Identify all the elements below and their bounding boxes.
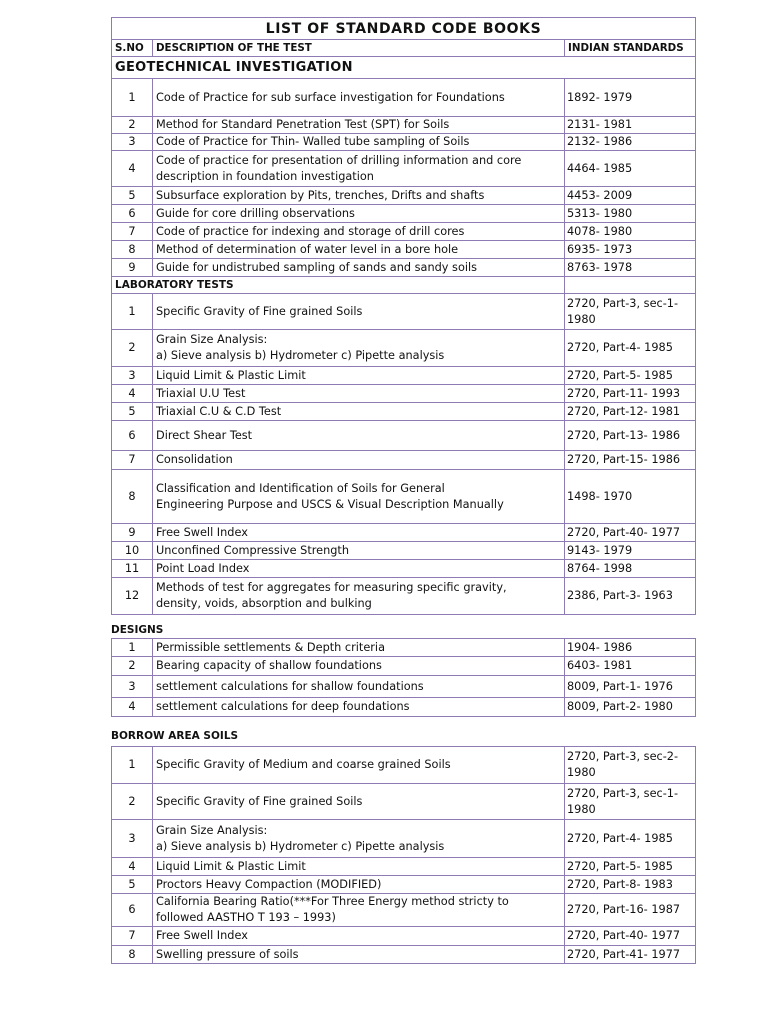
test-description-line: density, voids, absorption and bulking [156,597,372,610]
indian-standard-cell [565,385,696,403]
test-description-line: Swelling pressure of soils [156,947,299,961]
test-description-line: Unconfined Compressive Strength [156,543,350,557]
table-row [112,330,696,367]
test-description-line: Grain Size Analysis: [156,333,268,346]
test-description-cell [153,927,565,946]
laboratory-rows [112,294,696,615]
serial-number-cell: 4 [112,385,153,403]
test-description-cell [153,223,565,241]
column-header-description: DESCRIPTION OF THE TEST [153,40,565,57]
table-row [112,187,696,205]
indian-standard-cell [565,421,696,451]
indian-standard-cell [565,560,696,578]
indian-standard-cell [565,367,696,385]
indian-standard-line: 2720, Part-40- 1977 [567,525,681,539]
table-row [112,784,696,820]
test-description-cell [153,876,565,894]
table-row [112,858,696,876]
test-description-line: Code of Practice for Thin- Walled tube sampling of Soils [156,135,470,148]
serial-number-cell: 8 [112,946,153,964]
test-description-cell [153,79,565,117]
test-description-line: Guide for core drilling observations [156,206,355,220]
test-description-cell [153,560,565,578]
indian-standard-line: 2131- 1981 [567,118,633,131]
test-description-line: settlement calculations for deep foundations [156,700,410,713]
table-row [112,421,696,451]
indian-standard-cell [565,259,696,277]
indian-standard-line: 2720, Part-5- 1985 [567,368,673,382]
indian-standard-line: 1892- 1979 [567,90,633,104]
test-description-line: Classification and Identification of Soils for General [156,481,445,495]
indian-standard-line: 2720, Part-5- 1985 [567,859,673,873]
test-description-line: Direct Shear Test [156,428,253,442]
table-row [112,470,696,524]
indian-standard-cell [565,205,696,223]
serial-number-cell: 2 [112,657,153,676]
section-title-borrow: BORROW AREA SOILS [111,730,239,742]
table-row [112,134,696,151]
serial-number-cell: 9 [112,524,153,542]
indian-standard-line: 6403- 1981 [567,659,633,672]
indian-standard-line: 2132- 1986 [567,135,633,148]
indian-standard-cell [565,639,696,657]
indian-standard-line: 2720, Part-4- 1985 [567,831,673,845]
indian-standard-cell [565,820,696,858]
indian-standard-cell [565,858,696,876]
indian-standard-cell [565,451,696,470]
test-description-cell [153,187,565,205]
indian-standard-line: 2720, Part-16- 1987 [567,903,681,916]
test-description-line: Code of practice for indexing and storage of drill cores [156,224,465,238]
serial-number-cell: 1 [112,747,153,784]
serial-number-cell: 6 [112,421,153,451]
indian-standard-line: 1980 [567,802,596,816]
geotechnical-rows [112,79,696,277]
serial-number-cell: 6 [112,894,153,927]
section-title-geotechnical: GEOTECHNICAL INVESTIGATION [112,57,696,79]
test-description-cell [153,205,565,223]
indian-standard-cell [565,657,696,676]
table-row [112,79,696,117]
test-description-line: Specific Gravity of Fine grained Soils [156,304,363,318]
indian-standard-line: 2720, Part-3, sec-1- [567,786,679,800]
table-row [112,927,696,946]
table-row [112,117,696,134]
test-description-cell [153,421,565,451]
table-row [112,747,696,784]
indian-standard-cell [565,894,696,927]
test-description-line: Code of Practice for sub surface investigation for Foundations [156,90,505,104]
serial-number-cell: 3 [112,820,153,858]
indian-standard-cell [565,876,696,894]
test-description-line: Permissible settlements & Depth criteria [156,640,385,654]
table-row [112,657,696,676]
test-description-cell [153,451,565,470]
table-row [112,524,696,542]
test-description-line: Triaxial C.U & C.D Test [156,404,282,418]
serial-number-cell: 5 [112,403,153,421]
test-description-cell [153,894,565,927]
serial-number-cell: 4 [112,858,153,876]
table-row [112,403,696,421]
section-title-designs: DESIGNS [111,624,164,636]
table-row [112,259,696,277]
test-description-cell [153,117,565,134]
table-row [112,385,696,403]
indian-standard-line: 2720, Part-3, sec-2- [567,750,679,763]
indian-standard-line: 1498- 1970 [567,489,633,503]
table-row [112,542,696,560]
indian-standard-line: 4078- 1980 [567,224,633,238]
table-row [112,451,696,470]
test-description-line: California Bearing Ratio(***For Three Energy method stricty to [156,895,509,908]
column-header-sno: S.NO [112,40,153,57]
code-books-table-borrow [111,746,696,964]
serial-number-cell: 12 [112,578,153,615]
serial-number-cell: 11 [112,560,153,578]
test-description-line: Method for Standard Penetration Test (SPT) for Soils [156,118,450,131]
designs-rows [112,639,696,717]
indian-standard-line: 1980 [567,766,596,779]
serial-number-cell: 4 [112,151,153,187]
code-books-table-designs [111,638,696,717]
test-description-cell [153,134,565,151]
table-row [112,676,696,698]
test-description-line: Point Load Index [156,561,250,575]
indian-standard-line: 2720, Part-40- 1977 [567,929,681,942]
serial-number-cell: 2 [112,117,153,134]
indian-standard-cell [565,241,696,259]
test-description-cell [153,367,565,385]
indian-standard-line: 2720, Part-11- 1993 [567,386,681,400]
table-row [112,367,696,385]
test-description-cell [153,524,565,542]
test-description-cell [153,639,565,657]
indian-standard-line: 4464- 1985 [567,161,633,175]
table-row [112,151,696,187]
test-description-line: Liquid Limit & Plastic Limit [156,859,306,873]
indian-standard-line: 4453- 2009 [567,188,633,202]
serial-number-cell: 3 [112,367,153,385]
serial-number-cell: 6 [112,205,153,223]
indian-standard-cell [565,784,696,820]
indian-standard-cell [565,524,696,542]
test-description-cell [153,470,565,524]
test-description-cell [153,747,565,784]
test-description-line: Bearing capacity of shallow foundations [156,659,382,672]
column-header-standards: INDIAN STANDARDS [565,40,696,57]
serial-number-cell: 7 [112,223,153,241]
code-books-table-main [111,17,696,615]
test-description-line: settlement calculations for shallow foundations [156,679,424,693]
serial-number-cell: 10 [112,542,153,560]
table-row [112,639,696,657]
serial-number-cell: 1 [112,639,153,657]
test-description-line: a) Sieve analysis b) Hydrometer c) Pipette analysis [156,349,445,362]
table-row [112,820,696,858]
serial-number-cell: 9 [112,259,153,277]
indian-standard-cell [565,698,696,717]
indian-standard-line: 2386, Part-3- 1963 [567,589,673,602]
test-description-line: Grain Size Analysis: [156,823,268,837]
indian-standard-line: 2720, Part-3, sec-1- [567,296,679,310]
test-description-cell [153,698,565,717]
test-description-line: followed AASTHO T 193 – 1993) [156,911,336,924]
table-row [112,876,696,894]
test-description-cell [153,784,565,820]
indian-standard-cell [565,946,696,964]
table-row [112,294,696,330]
indian-standard-line: 8764- 1998 [567,561,633,575]
serial-number-cell: 3 [112,676,153,698]
test-description-line: Specific Gravity of Medium and coarse grained Soils [156,758,451,771]
serial-number-cell: 5 [112,876,153,894]
test-description-line: Free Swell Index [156,929,248,942]
table-row [112,205,696,223]
serial-number-cell: 1 [112,79,153,117]
indian-standard-cell [565,117,696,134]
indian-standard-cell [565,578,696,615]
serial-number-cell: 7 [112,927,153,946]
serial-number-cell: 5 [112,187,153,205]
indian-standard-line: 8763- 1978 [567,260,633,274]
test-description-line: Liquid Limit & Plastic Limit [156,368,306,382]
table-row [112,894,696,927]
page-title: LIST OF STANDARD CODE BOOKS [112,18,696,40]
indian-standard-cell [565,187,696,205]
table-row [112,560,696,578]
serial-number-cell: 8 [112,241,153,259]
indian-standard-cell [565,134,696,151]
indian-standard-cell [565,542,696,560]
test-description-cell [153,241,565,259]
indian-standard-line: 2720, Part-8- 1983 [567,877,673,891]
indian-standard-cell [565,470,696,524]
indian-standard-cell [565,223,696,241]
indian-standard-line: 2720, Part-13- 1986 [567,428,681,442]
test-description-line: Specific Gravity of Fine grained Soils [156,794,363,808]
section-title-laboratory: LABORATORY TESTS [112,277,565,294]
indian-standard-line: 6935- 1973 [567,242,633,256]
test-description-cell [153,676,565,698]
indian-standard-line: 1980 [567,312,596,326]
indian-standard-line: 5313- 1980 [567,206,633,220]
serial-number-cell: 1 [112,294,153,330]
table-row [112,578,696,615]
table-row [112,223,696,241]
test-description-line: Proctors Heavy Compaction (MODIFIED) [156,877,382,891]
empty-cell [565,277,696,294]
indian-standard-cell [565,79,696,117]
indian-standard-cell [565,747,696,784]
test-description-cell [153,403,565,421]
indian-standard-line: 8009, Part-2- 1980 [567,700,673,713]
test-description-cell [153,542,565,560]
test-description-line: Triaxial U.U Test [156,386,246,400]
indian-standard-cell [565,403,696,421]
test-description-cell [153,259,565,277]
serial-number-cell: 4 [112,698,153,717]
test-description-line: Methods of test for aggregates for measuring specific gravity, [156,581,507,594]
indian-standard-line: 1904- 1986 [567,640,633,654]
test-description-line: a) Sieve analysis b) Hydrometer c) Pipette analysis [156,839,445,853]
serial-number-cell: 2 [112,330,153,367]
test-description-cell [153,820,565,858]
indian-standard-line: 9143- 1979 [567,543,633,557]
test-description-line: description in foundation investigation [156,169,374,183]
test-description-cell [153,578,565,615]
table-row [112,698,696,717]
test-description-line: Subsurface exploration by Pits, trenches, Drifts and shafts [156,188,485,202]
indian-standard-cell [565,151,696,187]
test-description-line: Code of practice for presentation of drilling information and core [156,153,522,167]
table-row [112,241,696,259]
test-description-line: Engineering Purpose and USCS & Visual Description Manually [156,497,504,511]
test-description-cell [153,330,565,367]
serial-number-cell: 3 [112,134,153,151]
indian-standard-cell [565,330,696,367]
test-description-cell [153,151,565,187]
test-description-line: Consolidation [156,453,233,466]
test-description-cell [153,294,565,330]
test-description-cell [153,657,565,676]
indian-standard-line: 8009, Part-1- 1976 [567,679,673,693]
test-description-cell [153,858,565,876]
serial-number-cell: 2 [112,784,153,820]
indian-standard-line: 2720, Part-15- 1986 [567,453,681,466]
borrow-rows [112,747,696,964]
test-description-line: Free Swell Index [156,525,248,539]
table-row [112,946,696,964]
test-description-line: Guide for undistrubed sampling of sands and sandy soils [156,260,478,274]
indian-standard-line: 2720, Part-41- 1977 [567,947,681,961]
test-description-line: Method of determination of water level in a bore hole [156,242,459,256]
indian-standard-line: 2720, Part-4- 1985 [567,341,673,354]
serial-number-cell: 8 [112,470,153,524]
indian-standard-cell [565,676,696,698]
test-description-cell [153,385,565,403]
indian-standard-cell [565,927,696,946]
serial-number-cell: 7 [112,451,153,470]
test-description-cell [153,946,565,964]
indian-standard-cell [565,294,696,330]
indian-standard-line: 2720, Part-12- 1981 [567,404,681,418]
